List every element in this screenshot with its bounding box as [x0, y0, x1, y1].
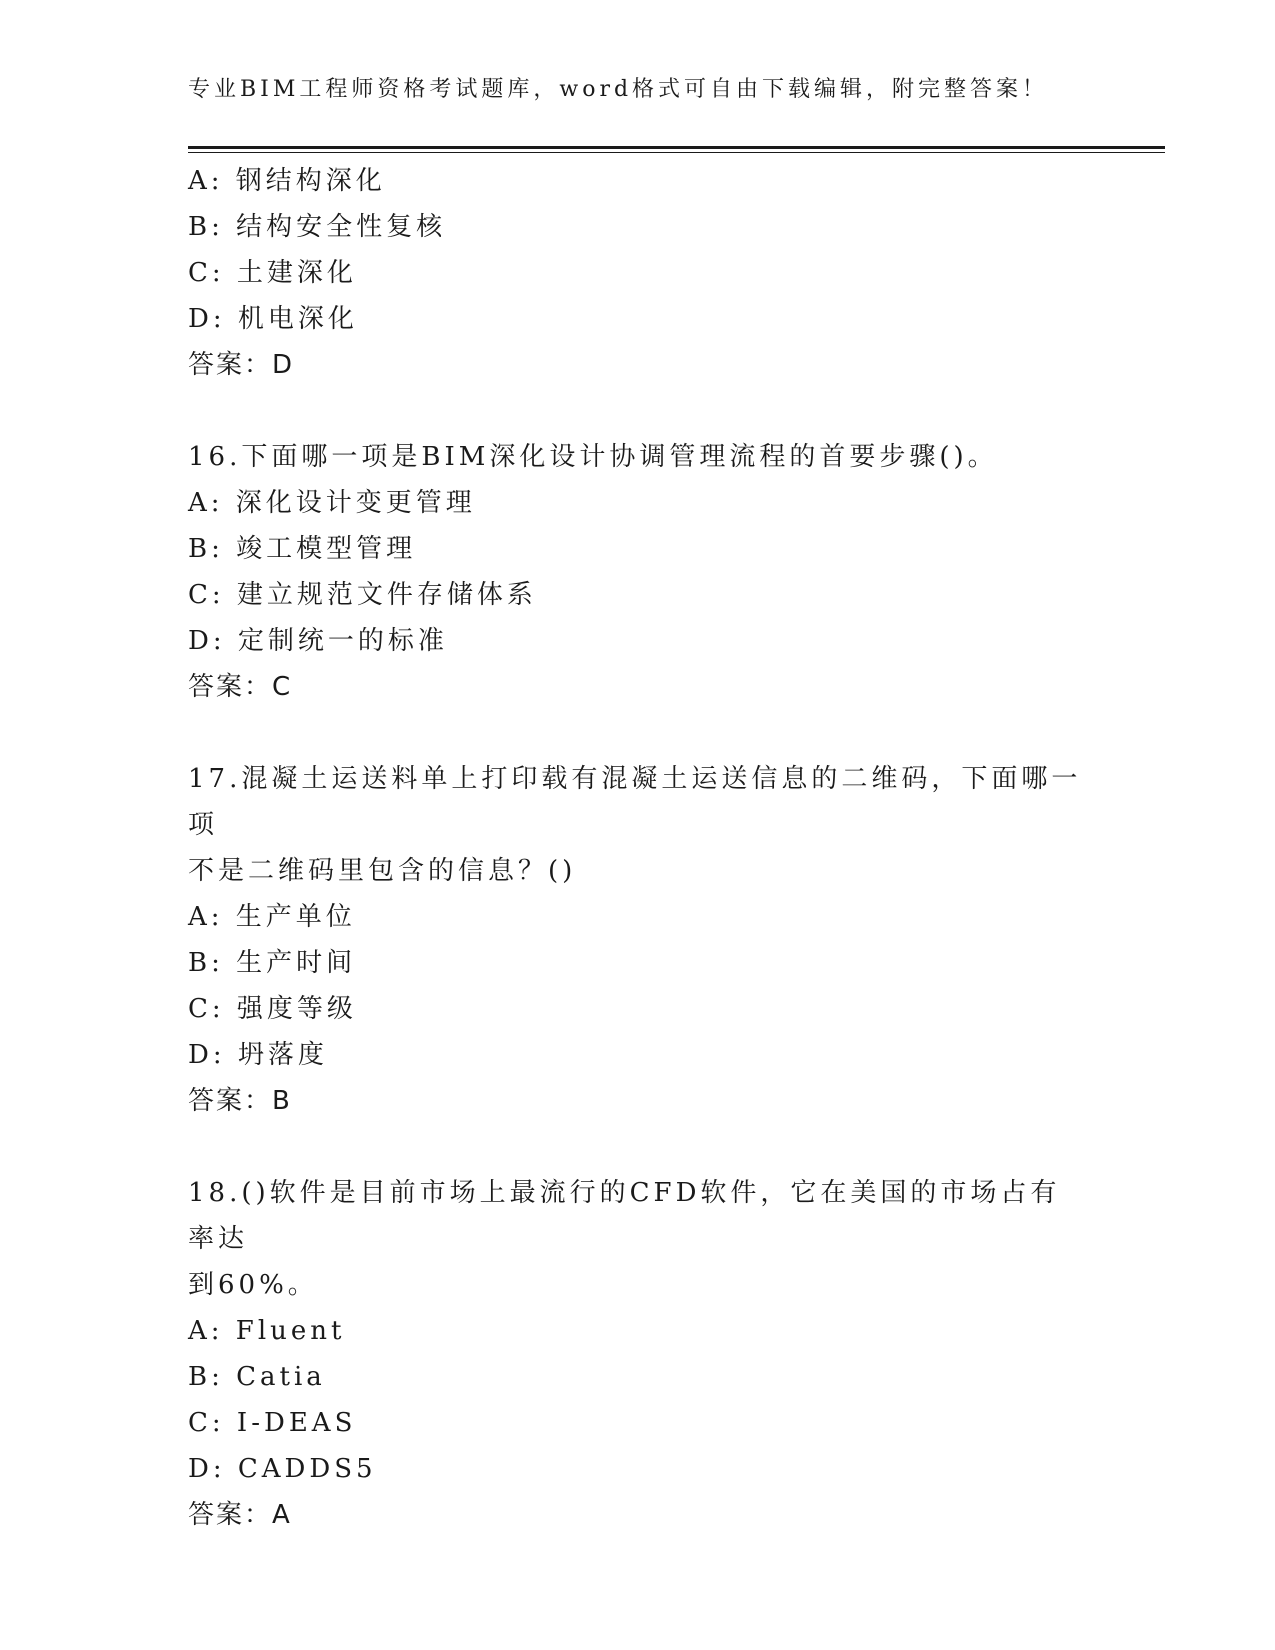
option-c: C: 建立规范文件存储体系	[188, 580, 537, 610]
page-header: 专业BIM工程师资格考试题库，word格式可自由下载编辑，附完整答案！	[188, 77, 1049, 102]
option-d: D: CADDS5	[188, 1454, 377, 1484]
header-rule-thick	[188, 146, 1165, 149]
option-a: A: Fluent	[188, 1316, 346, 1346]
option-c: C: I-DEAS	[188, 1408, 357, 1438]
spacer	[188, 388, 1088, 434]
question-block-18	[188, 1170, 1088, 1538]
header-rule-thin	[188, 152, 1165, 153]
answer-line: 答案：A	[188, 1500, 292, 1530]
option-d: D: 定制统一的标准	[188, 626, 448, 656]
option-a: A: 深化设计变更管理	[188, 488, 476, 518]
option-a: A: 钢结构深化	[188, 166, 386, 196]
spacer	[188, 710, 1088, 756]
question-stem: 16.下面哪一项是BIM深化设计协调管理流程的首要步骤()。	[188, 442, 998, 472]
question-block-16	[188, 434, 1088, 710]
option-d: D: 坍落度	[188, 1040, 328, 1070]
option-c: C: 土建深化	[188, 258, 357, 288]
option-b: B: 结构安全性复核	[188, 212, 447, 242]
answer-line: 答案：D	[188, 350, 295, 380]
spacer	[188, 1124, 1088, 1170]
question-block-17	[188, 756, 1088, 1124]
answer-line: 答案：B	[188, 1086, 292, 1116]
option-b: B: Catia	[188, 1362, 326, 1392]
question-stem-line-2: 不是二维码里包含的信息？()	[188, 856, 577, 886]
question-stem-line-1: 18.()软件是目前市场上最流行的CFD软件，它在美国的市场占有率达	[188, 1178, 1061, 1254]
option-a: A: 生产单位	[188, 902, 356, 932]
option-d: D: 机电深化	[188, 304, 358, 334]
option-b: B: 竣工模型管理	[188, 534, 417, 564]
option-c: C: 强度等级	[188, 994, 357, 1024]
question-stem-line-1: 17.混凝土运送料单上打印载有混凝土运送信息的二维码，下面哪一项	[188, 764, 1082, 840]
answer-line: 答案：C	[188, 672, 293, 702]
option-b: B: 生产时间	[188, 948, 357, 978]
question-stem-line-2: 到60%。	[188, 1270, 318, 1300]
question-list	[188, 158, 1088, 1538]
question-block-15	[188, 158, 1088, 388]
